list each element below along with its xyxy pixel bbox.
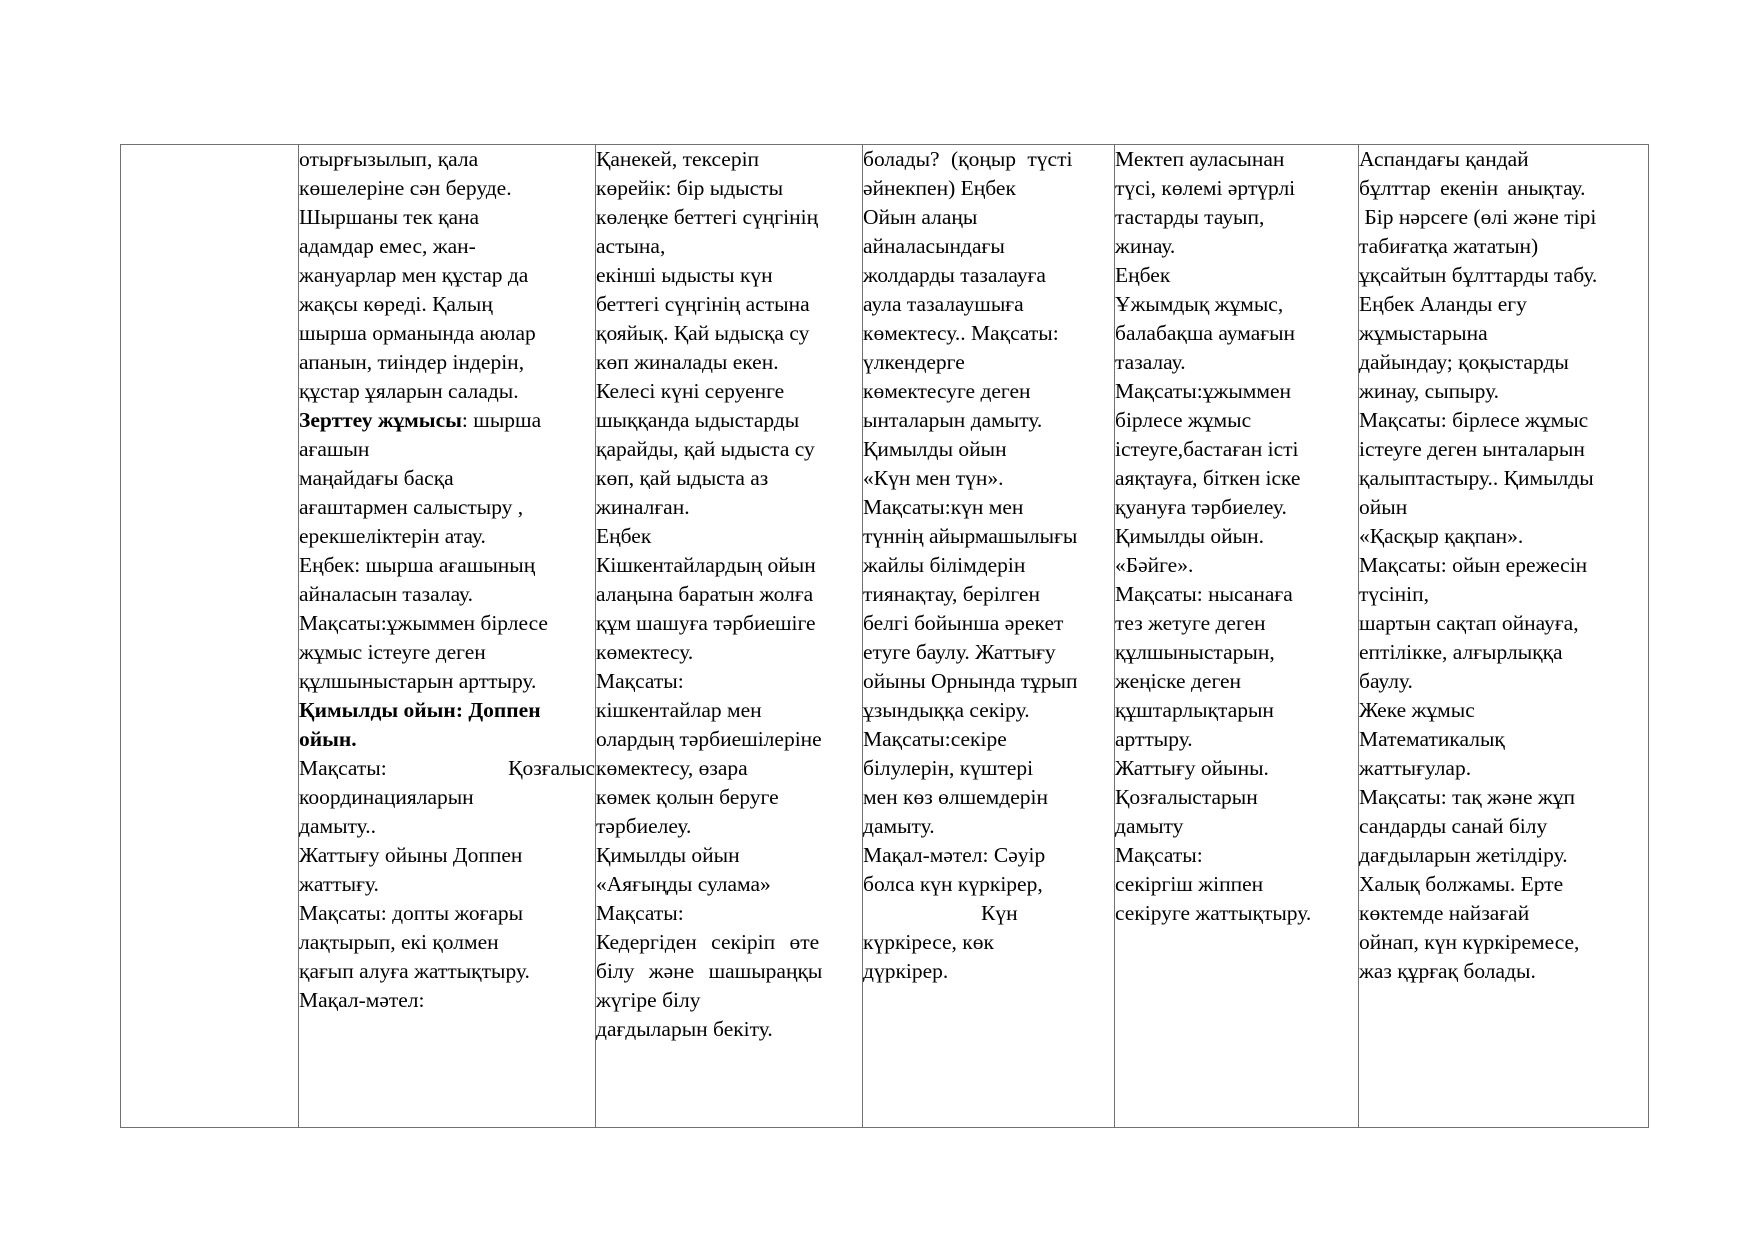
text-line: Қимылды ойын — [596, 843, 740, 867]
text-line: баулу. — [1359, 669, 1413, 693]
text-line: «Қасқыр қақпан». — [1359, 524, 1524, 548]
text-line: Ойын алаңы — [863, 205, 978, 229]
table-cell-col2 — [299, 145, 596, 1128]
text-line: лақтырып, екі қолмен — [299, 930, 499, 954]
text-line: жануарлар мен құстар да — [299, 263, 529, 287]
text-line: көлеңке беттегі сүңгінің — [596, 205, 819, 229]
text-line: көп жиналады екен. — [596, 350, 779, 374]
text-line: Мектеп ауласынан — [1115, 147, 1285, 171]
text-line: Мақсаты: — [596, 669, 684, 693]
text-line: құстар ұяларын салады. — [299, 379, 519, 403]
text-line: шартын сақтап ойнауға, — [1359, 611, 1579, 635]
text-line: түсі, көлемі әртүрлі — [1115, 176, 1296, 200]
text-line: дүркірер. — [863, 959, 949, 983]
text-line: Мақсаты: — [596, 901, 684, 925]
text-line: үлкендерге — [863, 350, 965, 374]
text-line: дамыту — [1115, 814, 1184, 838]
text-line: құштарлықтарын — [1115, 698, 1274, 722]
text-line: көмектесу, өзара — [596, 756, 748, 780]
text-line: Ұжымдық жұмыс, — [1115, 292, 1284, 316]
text-line: жаттығулар. — [1359, 756, 1472, 780]
text-line: Еңбек — [1115, 263, 1171, 287]
text-line: шырша орманында аюлар — [299, 321, 536, 345]
text-line: көктемде найзағай — [1359, 901, 1530, 925]
text-line: тиянақтау, берілген — [863, 582, 1040, 606]
text-line: Мақал-мәтел: Сәуір — [863, 843, 1046, 867]
text-line: Қозғалыстарын — [1115, 785, 1258, 809]
text-line: Шыршаны тек қана — [299, 205, 480, 229]
table-cell-col3 — [596, 145, 863, 1128]
text-line: ұқсайтын бұлттарды табу. — [1359, 263, 1598, 287]
text-line: жаттығу. — [299, 872, 379, 896]
text-line: ептілікке, алғырлыққа — [1359, 640, 1563, 664]
text-line: Жеке жұмыс — [1359, 698, 1475, 722]
text-line: Мақсаты: ойын ережесін — [1359, 553, 1588, 577]
text-line: ойыны Орнында тұрып — [863, 669, 1078, 693]
text-line: тазалау. — [1115, 350, 1186, 374]
text-line: дамыту. — [863, 814, 935, 838]
text-line: Мақсаты: — [1115, 843, 1203, 867]
game-heading: ойын. — [299, 727, 357, 751]
text-line: Қанекей, тексеріп — [596, 147, 760, 171]
text-line: ағаштармен салыстыру , — [299, 495, 524, 519]
text-line: жиналған. — [596, 495, 690, 519]
text-line: түсініп, — [1359, 582, 1430, 606]
text-line: Бір нәрсеге (өлі және тірі — [1359, 205, 1597, 229]
table-cell-empty — [121, 145, 299, 1128]
text-line: «Бәйге». — [1115, 553, 1194, 577]
text-line: бұлттар екенін анықтау. — [1359, 176, 1586, 200]
text-line: арттыру. — [1115, 727, 1193, 751]
table-row — [121, 145, 1649, 1128]
text-line: Аспандағы қандай — [1359, 147, 1529, 171]
text-line: көмектесу.. Мақсаты: — [863, 321, 1059, 345]
text-line: жайлы білімдерін — [863, 553, 1026, 577]
text-line: ұзындыққа секіру. — [863, 698, 1030, 722]
text-line: Жаттығу ойыны Доппен — [299, 843, 523, 867]
table-cell-col4 — [863, 145, 1115, 1128]
text-line: Еңбек: шырша ағашының — [299, 553, 536, 577]
text-fragment: Қозғалыс — [508, 756, 595, 780]
text-line: білулерін, күштері — [863, 756, 1034, 780]
text-line: тастарды тауып, — [1115, 205, 1265, 229]
text-line: дағдыларын жетілдіру. — [1359, 843, 1568, 867]
text-line: көрейік: бір ыдысты — [596, 176, 784, 200]
text-line: ынталарын дамыту. — [863, 408, 1043, 432]
text-line: Еңбек — [596, 524, 652, 548]
text-line: білу және шашыраңқы — [596, 959, 823, 983]
text-line: айналасын тазалау. — [299, 582, 474, 606]
text-line: жұмыс істеуге деген — [299, 640, 486, 664]
text-line: сандарды санай білу — [1359, 814, 1548, 838]
text-line: қарайды, қай ыдыста су — [596, 437, 815, 461]
text-line — [299, 406, 595, 435]
text-line: етуге баулу. Жаттығу — [863, 640, 1056, 664]
text-line: апанын, тиіндер індерін, — [299, 350, 525, 374]
text-line: көмектесуге деген — [863, 379, 1031, 403]
text-line: Мақал-мәтел: — [299, 988, 425, 1012]
text-line: ойын — [1359, 495, 1408, 519]
text-line: Мақсаты:күн мен — [863, 495, 1024, 519]
text-line: жинау. — [1115, 234, 1176, 258]
text-line: Еңбек Аланды егу — [1359, 292, 1527, 316]
text-line: айналасындағы — [863, 234, 1005, 258]
text-line: аяқтауға, біткен іске — [1115, 466, 1301, 490]
text-line: Кедергіден секіріп өте — [596, 930, 820, 954]
text-line: болады? (қоңыр түсті — [863, 147, 1073, 171]
text-line: адамдар емес, жан- — [299, 234, 476, 258]
text-line: табиғатқа жататын) — [1359, 234, 1539, 258]
text-line — [863, 899, 1114, 928]
text-line: шыққанда ыдыстарды — [596, 408, 800, 432]
text-line: бірлесе жұмыс — [1115, 408, 1252, 432]
justified-line — [299, 754, 595, 783]
text-line: жұмыстарына — [1359, 321, 1488, 345]
text-line: Мақсаты:ұжыммен — [1115, 379, 1292, 403]
text-line: Мақсаты:секіре — [863, 727, 1007, 751]
text-line: тәрбиелеу. — [596, 814, 692, 838]
text-line: координацияларын — [299, 785, 474, 809]
text-line: қуануға тәрбиелеу. — [1115, 495, 1287, 519]
text-line: беттегі сүңгінің астына — [596, 292, 810, 316]
text-line: секіруге жаттықтыру. — [1115, 901, 1312, 925]
text-line: кішкентайлар мен — [596, 698, 762, 722]
text-line: Халық болжамы. Ерте — [1359, 872, 1564, 896]
text-line: ағашын — [299, 437, 370, 461]
research-heading: Зерттеу жұмысы — [299, 408, 462, 432]
text-line: көмектесу. — [596, 640, 694, 664]
text-line: жеңіске деген — [1115, 669, 1242, 693]
table-cell-col5 — [1115, 145, 1359, 1128]
text-fragment: Күн — [981, 901, 1018, 925]
plan-table — [120, 144, 1649, 1128]
text-line: қалыптастыру.. Қимылды — [1359, 466, 1594, 490]
text-line: астына, — [596, 234, 666, 258]
text-line: құлшыныстарын, — [1115, 640, 1275, 664]
text-line: мен көз өлшемдерін — [863, 785, 1048, 809]
text-line: тез жетуге деген — [1115, 611, 1266, 635]
text-line: белгі бойынша әрекет — [863, 611, 1064, 635]
text-line: Мақсаты: тақ және жұп — [1359, 785, 1576, 809]
text-line: әйнекпен) Еңбек — [863, 176, 1016, 200]
text-line: «Күн мен түн». — [863, 466, 1004, 490]
text-line: Мақсаты:ұжыммен бірлесе — [299, 611, 548, 635]
text-line: болса күн күркірер, — [863, 872, 1043, 896]
text-line: Кішкентайлардың ойын — [596, 553, 816, 577]
text-fragment: Мақсаты: — [299, 756, 387, 780]
game-heading: Қимылды ойын: Доппен — [299, 698, 541, 722]
text-line: түннің айырмашылығы — [863, 524, 1078, 548]
text-line: жақсы көреді. Қалың — [299, 292, 493, 316]
text-line: олардың тәрбиешілеріне — [596, 727, 822, 751]
text-line: қағып алуға жаттықтыру. — [299, 959, 530, 983]
text-line: көшелеріне сән беруде. — [299, 176, 512, 200]
text-line: көп, қай ыдыста аз — [596, 466, 769, 490]
text-line: балабақша аумағын — [1115, 321, 1296, 345]
text-line: көмек қолын беруге — [596, 785, 779, 809]
text-line: маңайдағы басқа — [299, 466, 454, 490]
research-text: : шырша — [461, 408, 542, 432]
text-line: қояйық. Қай ыдысқа су — [596, 321, 810, 345]
text-line: дамыту.. — [299, 814, 376, 838]
text-line: істеуге,бастаған істі — [1115, 437, 1299, 461]
text-line: Қимылды ойын — [863, 437, 1007, 461]
text-line: ерекшеліктерін атау. — [299, 524, 486, 548]
text-line: құлшыныстарын арттыру. — [299, 669, 537, 693]
text-line: Мақсаты: нысанаға — [1115, 582, 1293, 606]
text-line: аула тазалаушыға — [863, 292, 1024, 316]
text-line: Мақсаты: допты жоғары — [299, 901, 524, 925]
text-line: екінші ыдысты күн — [596, 263, 773, 287]
text-line: «Аяғыңды сулама» — [596, 872, 771, 896]
text-line: Математикалық — [1359, 727, 1505, 751]
text-line: отырғызылып, қала — [299, 147, 479, 171]
text-line: дайындау; қоқыстарды — [1359, 350, 1569, 374]
text-line: Келесі күні серуенге — [596, 379, 785, 403]
text-line: істеуге деген ынталарын — [1359, 437, 1585, 461]
text-line: алаңына баратын жолға — [596, 582, 814, 606]
text-line: жинау, сыпыру. — [1359, 379, 1500, 403]
text-line: секіргіш жіппен — [1115, 872, 1264, 896]
text-line: күркіресе, көк — [863, 930, 994, 954]
text-line: дағдыларын бекіту. — [596, 1017, 773, 1041]
text-line: Жаттығу ойыны. — [1115, 756, 1269, 780]
text-line: жолдарды тазалауға — [863, 263, 1046, 287]
text-line: құм шашуға тәрбиешіге — [596, 611, 816, 635]
text-line: жүгіре білу — [596, 988, 701, 1012]
text-line: Қимылды ойын. — [1115, 524, 1264, 548]
table-cell-col6 — [1359, 145, 1649, 1128]
text-line: жаз құрғақ болады. — [1359, 959, 1536, 983]
text-line: ойнап, күн күркіремесе, — [1359, 930, 1580, 954]
text-line: Мақсаты: бірлесе жұмыс — [1359, 408, 1589, 432]
